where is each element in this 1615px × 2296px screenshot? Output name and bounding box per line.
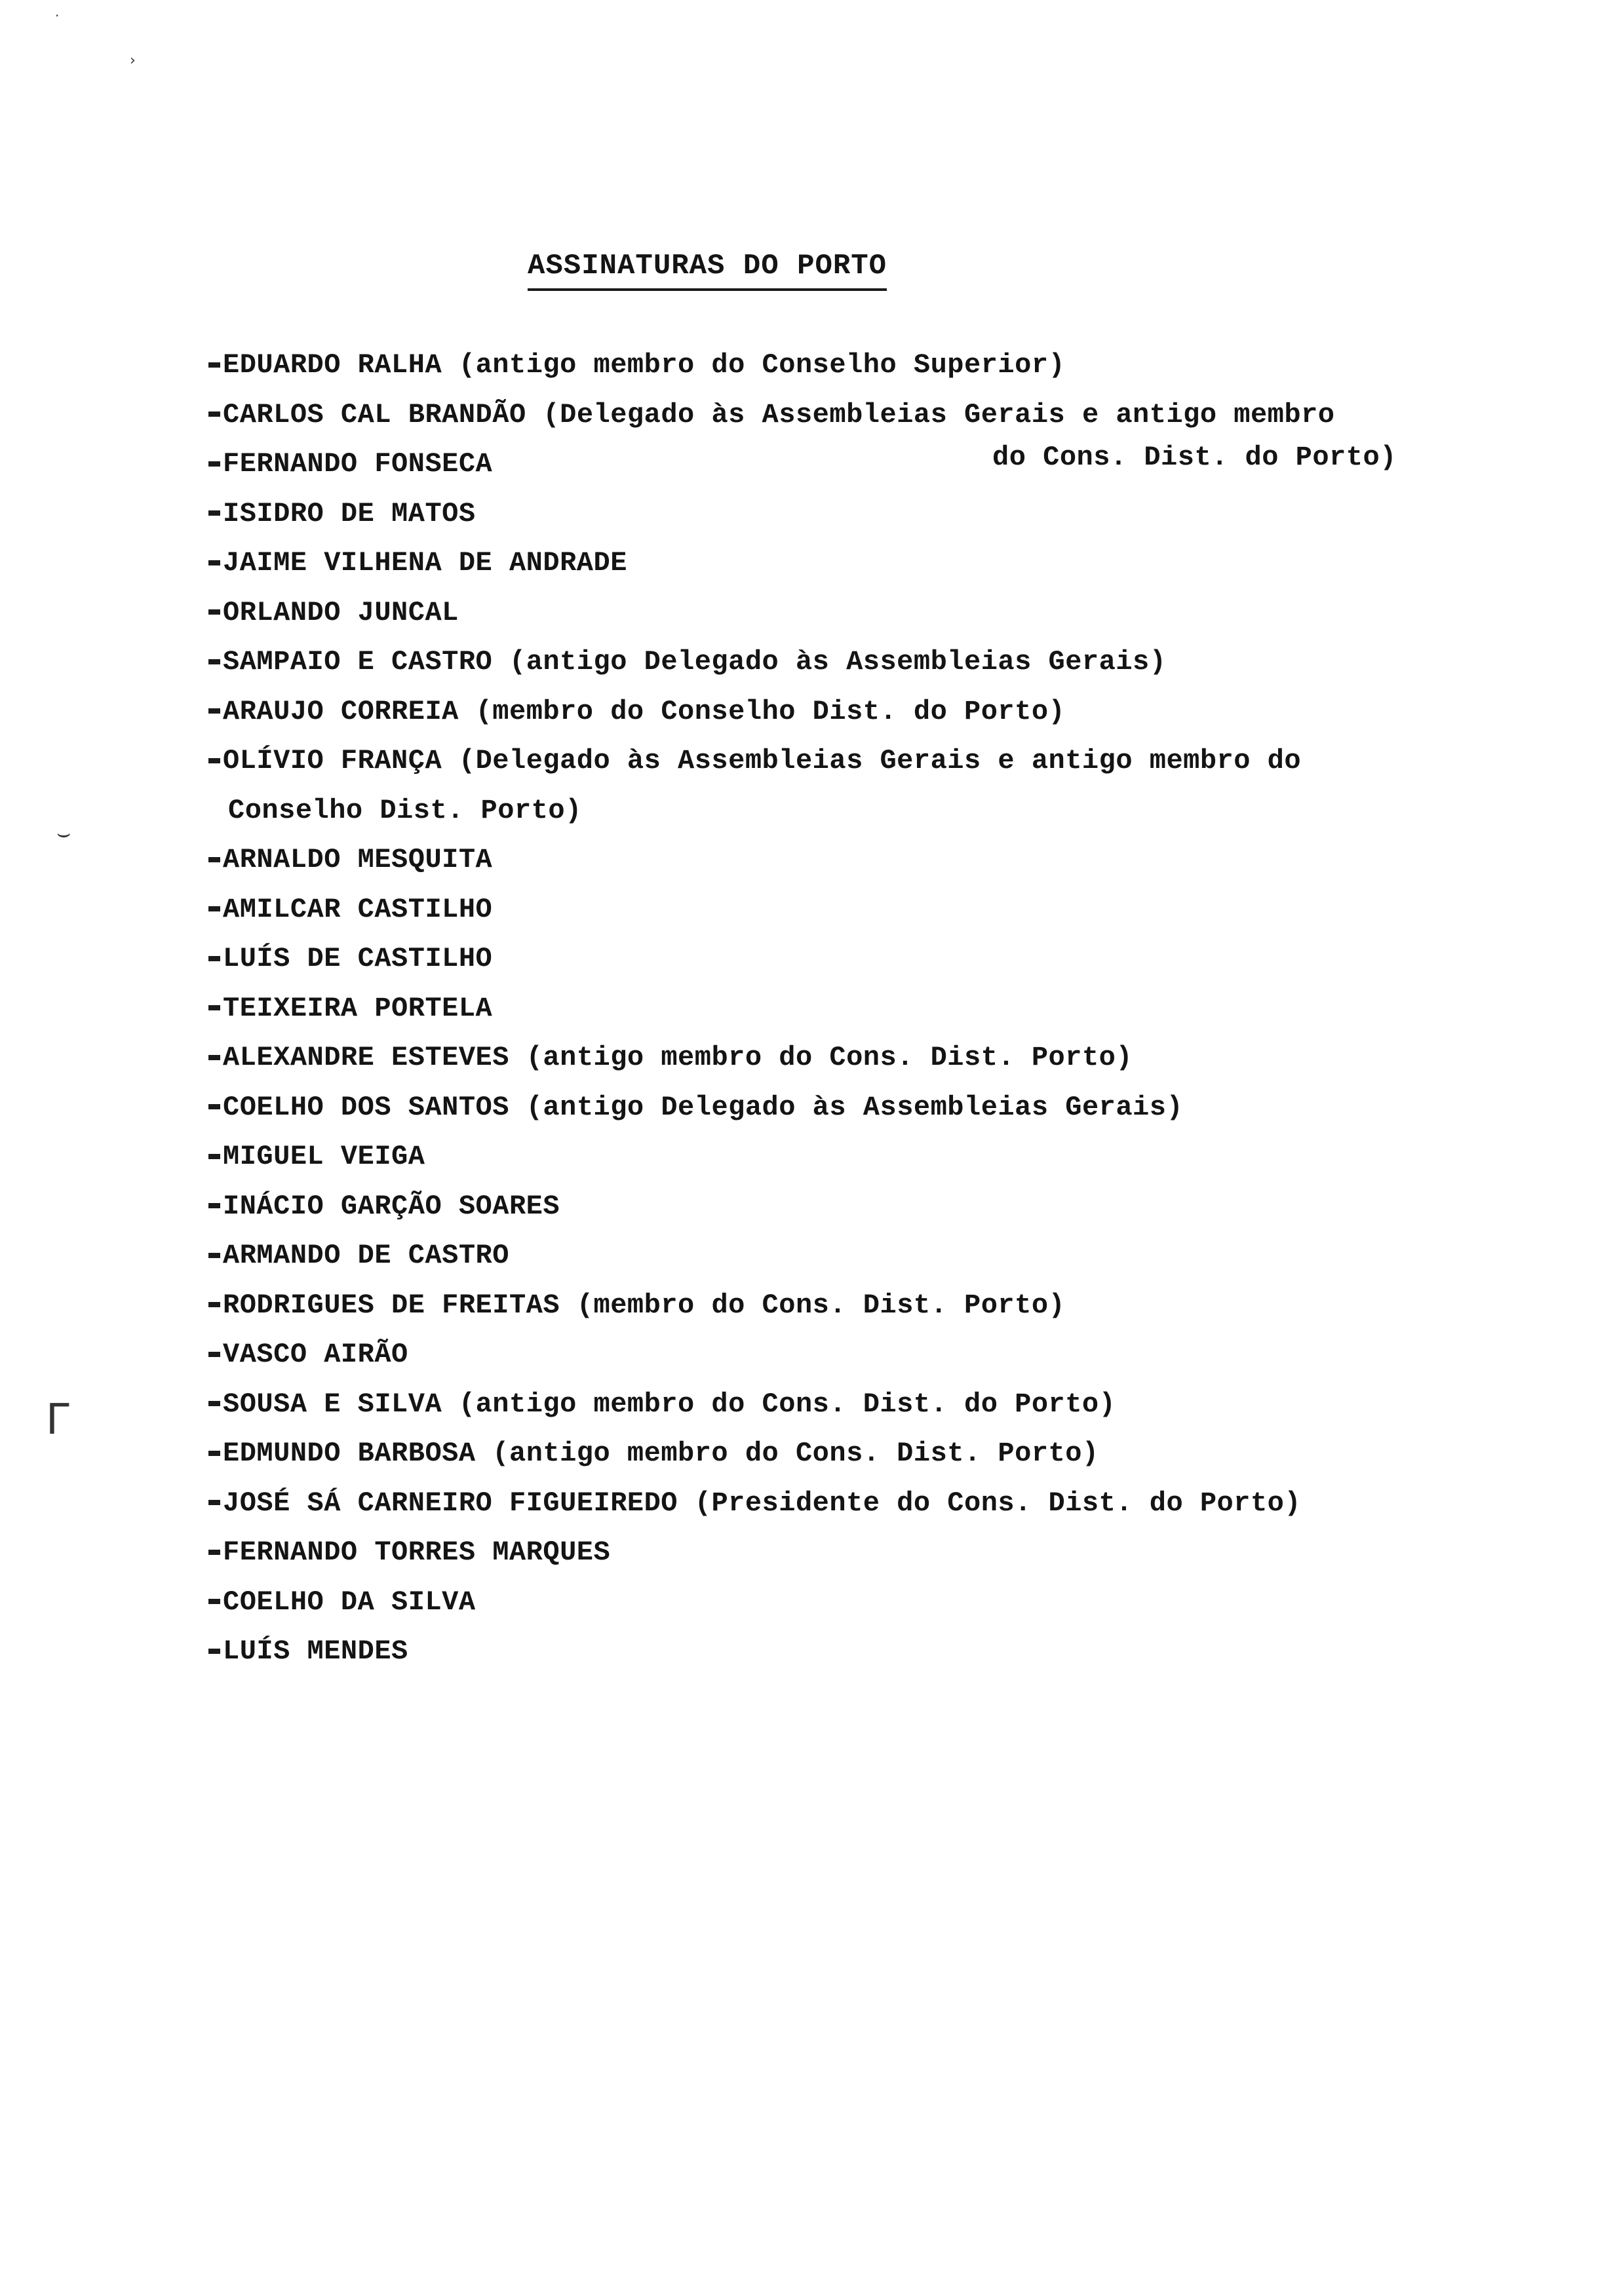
- margin-mark-top: ·: [55, 8, 60, 24]
- signatory-name: COELHO DOS SANTOS: [223, 1091, 509, 1123]
- dash-mark: [208, 1550, 220, 1555]
- signatory-name: FERNANDO TORRES MARQUES: [223, 1537, 611, 1568]
- signatory-name: JAIME VILHENA DE ANDRADE: [223, 547, 627, 579]
- signatory-name: RODRIGUES DE FREITAS: [223, 1289, 560, 1321]
- dash-mark: [208, 906, 220, 911]
- signatory-name: TEIXEIRA PORTELA: [223, 992, 493, 1024]
- dash-mark: [208, 510, 220, 516]
- list-item: [208, 934, 1585, 984]
- list-item: [208, 440, 1585, 489]
- dash-mark: [208, 758, 220, 763]
- list-item: [208, 1578, 1585, 1628]
- dash-mark: [208, 956, 220, 961]
- list-item: [208, 1231, 1585, 1281]
- dash-mark: [208, 857, 220, 862]
- signatory-name: ISIDRO DE MATOS: [223, 497, 476, 529]
- margin-mark-left: ⌣: [56, 820, 71, 847]
- list-item: [208, 588, 1585, 638]
- signatory-note: (Delegado às Assembleias Gerais e antigo membro do: [458, 745, 1302, 776]
- dash-mark: [208, 461, 220, 467]
- dash-mark: [208, 659, 220, 664]
- signatory-note: (membro do Cons. Dist. Porto): [576, 1289, 1066, 1321]
- signatory-name: VASCO AIRÃO: [223, 1339, 408, 1370]
- signatory-name: ARAUJO CORREIA: [223, 695, 459, 727]
- dash-mark: [208, 1451, 220, 1456]
- signature-list: [208, 341, 1585, 1677]
- list-item: [208, 1132, 1585, 1182]
- signatory-name: ARMANDO DE CASTRO: [223, 1240, 509, 1271]
- list-item: [208, 638, 1585, 687]
- signatory-name: AMILCAR CASTILHO: [223, 893, 493, 925]
- dash-mark: [208, 1599, 220, 1604]
- list-item: [208, 984, 1585, 1034]
- dash-mark: [208, 560, 220, 565]
- dash-mark: [208, 1649, 220, 1654]
- signatory-note: (antigo Delegado às Assembleias Gerais): [526, 1091, 1184, 1123]
- signatory-name: FERNANDO FONSECA: [223, 448, 493, 480]
- signatory-name: EDUARDO RALHA: [223, 349, 442, 381]
- list-item: [208, 835, 1585, 885]
- dash-mark: [208, 411, 220, 417]
- dash-mark: [208, 1500, 220, 1505]
- signatory-name: SAMPAIO E CASTRO: [223, 646, 493, 678]
- signatory-name: ARNALDO MESQUITA: [223, 844, 493, 875]
- signatory-note-continuation: Conselho Dist. Porto): [228, 794, 582, 826]
- signatory-name: SOUSA E SILVA: [223, 1388, 442, 1420]
- list-item: [208, 391, 1585, 440]
- list-item: [208, 489, 1585, 539]
- dash-mark: [208, 609, 220, 615]
- list-item: [208, 539, 1585, 588]
- dash-mark: [208, 1352, 220, 1357]
- list-item: [208, 687, 1585, 737]
- dash-mark: [208, 1203, 220, 1208]
- signatory-note: (Presidente do Cons. Dist. do Porto): [694, 1487, 1302, 1519]
- signatory-name: COELHO DA SILVA: [223, 1586, 476, 1618]
- signatory-name: MIGUEL VEIGA: [223, 1141, 425, 1172]
- signatory-note: (Delegado às Assembleias Gerais e antigo membro: [543, 398, 1335, 430]
- list-item: [208, 1330, 1585, 1380]
- dash-mark: [208, 1055, 220, 1060]
- dash-mark: [208, 1154, 220, 1159]
- signatory-note: (antigo membro do Cons. Dist. Porto): [526, 1042, 1133, 1073]
- margin-mark-tick: ᒥ: [46, 1396, 69, 1444]
- signatory-name: INÁCIO GARÇÃO SOARES: [223, 1190, 560, 1222]
- list-item: [208, 1033, 1585, 1083]
- dash-mark: [208, 708, 220, 714]
- signatory-name: LUÍS MENDES: [223, 1636, 408, 1667]
- signatory-note: (antigo membro do Cons. Dist. Porto): [492, 1438, 1099, 1469]
- signatory-name: EDMUNDO BARBOSA: [223, 1438, 476, 1469]
- dash-mark: [208, 1005, 220, 1010]
- signatory-name: ALEXANDRE ESTEVES: [223, 1042, 509, 1073]
- dash-mark: [208, 362, 220, 368]
- list-item: [208, 1429, 1585, 1479]
- list-item: [208, 1182, 1585, 1232]
- signatory-name: ORLANDO JUNCAL: [223, 596, 459, 628]
- document-title: ASSINATURAS DO PORTO: [528, 248, 887, 291]
- list-item: [208, 1528, 1585, 1578]
- dash-mark: [208, 1302, 220, 1307]
- signatory-note-continuation: do Cons. Dist. do Porto): [992, 442, 1397, 473]
- signatory-note: (antigo membro do Conselho Superior): [458, 349, 1066, 381]
- list-item: [208, 1281, 1585, 1331]
- signatory-name: LUÍS DE CASTILHO: [223, 943, 493, 974]
- signatory-name: JOSÉ SÁ CARNEIRO FIGUEIREDO: [223, 1487, 678, 1519]
- list-item: [208, 1380, 1585, 1430]
- margin-mark-top-2: ›: [130, 52, 136, 69]
- list-item: [208, 885, 1585, 935]
- list-item: [208, 737, 1585, 786]
- signatory-note: (antigo Delegado às Assembleias Gerais): [509, 646, 1167, 678]
- list-item: [208, 1083, 1585, 1133]
- signatory-note: (antigo membro do Cons. Dist. do Porto): [458, 1388, 1116, 1420]
- dash-mark: [208, 1401, 220, 1406]
- signatory-name: OLÍVIO FRANÇA: [223, 745, 442, 776]
- dash-mark: [208, 1253, 220, 1258]
- signatory-name: CARLOS CAL BRANDÃO: [223, 398, 526, 430]
- list-item: [208, 1479, 1585, 1529]
- dash-mark: [208, 1104, 220, 1109]
- signatory-note: (membro do Conselho Dist. do Porto): [475, 695, 1066, 727]
- list-item: [208, 341, 1585, 391]
- list-item: [208, 1627, 1585, 1677]
